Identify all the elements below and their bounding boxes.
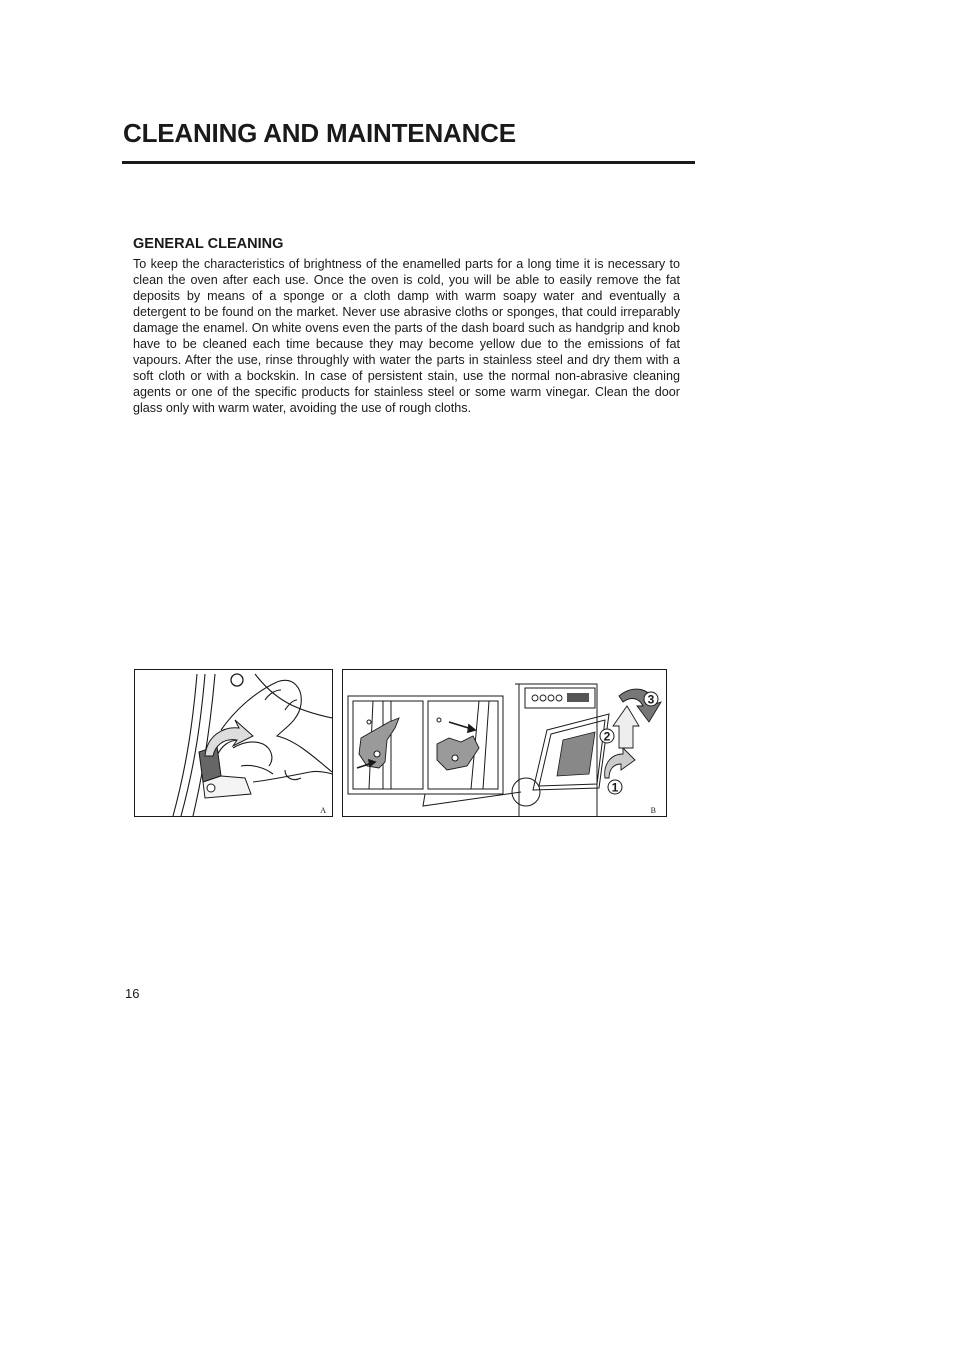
section-heading: GENERAL CLEANING xyxy=(133,236,284,252)
figure-b xyxy=(342,669,667,817)
step-1-arrow-icon xyxy=(605,748,635,778)
figure-a-label: A xyxy=(320,806,326,815)
title-rule xyxy=(122,161,695,164)
step-1-label: 1 xyxy=(611,780,619,795)
page-title: CLEANING AND MAINTENANCE xyxy=(123,118,516,148)
door-removal-illustration xyxy=(343,670,666,816)
step-2-arrow-icon xyxy=(613,706,639,748)
frame-hole-icon xyxy=(231,674,243,686)
step-3-label: 3 xyxy=(647,692,655,707)
general-cleaning-text: To keep the characteristics of brightness of the enamelled parts for a long time it is necessary to clean the oven after each use. Once the oven is cold, you will be able to easily remove the fat deposits by means of a sponge or a cloth damp with warm soapy water and eventually a detergent to be found on the market. Never use abrasive cloths or sponges, that could irreparably damage the enamel. On white ovens even the parts of the dash board such as handgrip and knob have to be cleaned each time because they may become yellow due to the emissions of fat vapours. After the use, rinse throughly with water the parts in stainless steel and dry them with a soft cloth or with a bockskin. In case of persistent stain, use the normal non-abrasive cleaning agents or one of the specific products for stainless steel or some warm vinegar. Clean the door glass only with warm water, avoiding the use of rough cloths. xyxy=(133,257,680,415)
zoom-circle xyxy=(512,778,540,806)
step-2-label: 2 xyxy=(603,729,611,744)
page-number: 16 xyxy=(125,986,140,1001)
figure-a xyxy=(134,669,333,817)
figure-b-label: B xyxy=(650,806,656,815)
door-glass xyxy=(557,732,595,776)
hinge-left-icon xyxy=(359,718,399,768)
rotate-arrow-icon xyxy=(205,720,253,756)
hinge-lever-illustration xyxy=(135,670,332,816)
